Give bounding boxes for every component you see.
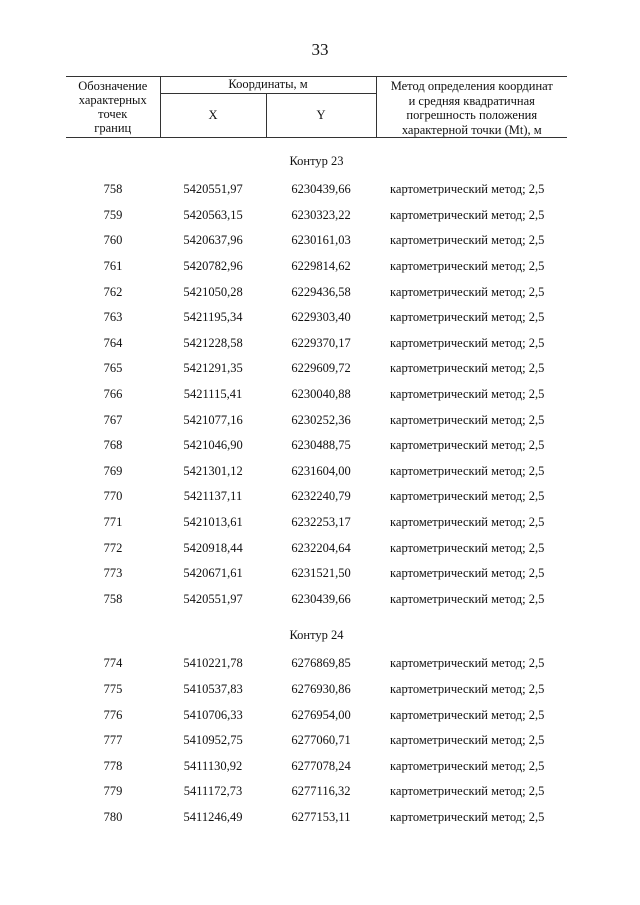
contour-title-row	[66, 138, 567, 178]
method-cell: картометрический метод; 2,5	[390, 284, 545, 299]
method-cell: картометрический метод; 2,5	[390, 707, 545, 722]
contour-title: Контур 23	[289, 153, 344, 168]
y-cell: 6230040,88	[291, 387, 351, 402]
table-row	[66, 459, 567, 485]
table-header	[66, 77, 567, 138]
point-cell: 770	[103, 489, 123, 504]
page-number: 33	[311, 40, 329, 59]
x-cell: 5421013,61	[183, 515, 243, 530]
header-y: Y	[266, 94, 376, 138]
y-cell: 6229436,58	[291, 284, 351, 299]
y-cell: 6277078,24	[291, 758, 351, 773]
header-method-line: погрешность положения	[406, 108, 538, 122]
method-cell: картометрический метод; 2,5	[390, 335, 545, 350]
table-row	[66, 382, 567, 408]
header-method-line: Метод определения координат	[390, 79, 553, 93]
y-cell: 6231521,50	[291, 566, 351, 581]
table-row	[66, 433, 567, 459]
x-cell: 5411246,49	[183, 809, 243, 824]
y-cell: 6229303,40	[291, 310, 351, 325]
table-row	[66, 510, 567, 536]
table-row	[66, 587, 567, 613]
x-cell: 5421301,12	[183, 463, 243, 478]
x-cell: 5421291,35	[183, 361, 243, 376]
method-cell: картометрический метод; 2,5	[390, 515, 545, 530]
point-cell: 773	[103, 566, 123, 581]
table-row	[66, 203, 567, 229]
y-cell: 6230439,66	[291, 182, 351, 197]
point-cell: 768	[103, 438, 123, 453]
header-coordinates: Координаты, м	[160, 77, 376, 94]
point-cell: 765	[103, 361, 123, 376]
x-cell: 5411172,73	[183, 784, 243, 799]
x-cell: 5410221,78	[183, 656, 243, 671]
point-cell: 758	[103, 182, 123, 197]
header-method-line: характерной точки (Mt), м	[401, 122, 542, 137]
header-point-designation	[66, 77, 160, 138]
y-cell: 6232204,64	[291, 540, 351, 555]
y-cell: 6277060,71	[291, 733, 351, 748]
method-cell: картометрический метод; 2,5	[390, 681, 545, 696]
point-cell: 780	[103, 809, 123, 824]
header-point-line: Обозначение	[78, 79, 148, 93]
x-cell: 5420918,44	[183, 540, 243, 555]
method-cell: картометрический метод; 2,5	[390, 784, 545, 799]
point-cell: 778	[103, 758, 123, 773]
method-cell: картометрический метод; 2,5	[390, 463, 545, 478]
table-row	[66, 177, 567, 203]
point-cell: 763	[103, 310, 123, 325]
point-cell: 771	[103, 515, 123, 530]
point-cell: 767	[103, 412, 123, 427]
table-row	[66, 305, 567, 331]
table-row	[66, 728, 567, 754]
x-cell: 5420782,96	[183, 259, 243, 274]
y-cell: 6230161,03	[291, 233, 351, 248]
coordinates-table	[66, 76, 567, 830]
x-cell: 5420563,15	[183, 207, 243, 222]
table-row	[66, 753, 567, 779]
table-row	[66, 407, 567, 433]
table-row	[66, 279, 567, 305]
x-cell: 5411130,92	[183, 758, 243, 773]
method-cell: картометрический метод; 2,5	[390, 310, 545, 325]
table-row	[66, 702, 567, 728]
y-cell: 6230323,22	[291, 207, 351, 222]
table-row	[66, 228, 567, 254]
x-cell: 5420637,96	[183, 233, 243, 248]
x-cell: 5421115,41	[183, 387, 243, 402]
method-cell: картометрический метод; 2,5	[390, 182, 545, 197]
method-cell: картометрический метод; 2,5	[390, 489, 545, 504]
contour-title: Контур 24	[289, 627, 344, 642]
point-cell: 758	[103, 591, 123, 606]
contour-title-row	[66, 612, 567, 651]
point-cell: 766	[103, 387, 123, 402]
table-row	[66, 805, 567, 831]
point-cell: 775	[103, 681, 123, 696]
point-cell: 764	[103, 335, 123, 350]
x-cell: 5410952,75	[183, 733, 243, 748]
x-cell: 5421046,90	[183, 438, 243, 453]
y-cell: 6277116,32	[291, 784, 351, 799]
point-cell: 779	[103, 784, 123, 799]
header-point-line: точек	[98, 107, 128, 121]
table-row	[66, 254, 567, 280]
point-cell: 769	[103, 463, 123, 478]
y-cell: 6276869,85	[291, 656, 351, 671]
y-cell: 6230439,66	[291, 591, 351, 606]
header-method	[376, 77, 567, 138]
x-cell: 5421195,34	[183, 310, 243, 325]
method-cell: картометрический метод; 2,5	[390, 387, 545, 402]
y-cell: 6230252,36	[291, 412, 351, 427]
header-x: X	[160, 94, 266, 138]
table-row	[66, 677, 567, 703]
header-point-line: характерных	[78, 93, 147, 107]
header-point-line: границ	[94, 121, 132, 135]
method-cell: картометрический метод; 2,5	[390, 733, 545, 748]
y-cell: 6229370,17	[291, 335, 351, 350]
method-cell: картометрический метод; 2,5	[390, 758, 545, 773]
method-cell: картометрический метод; 2,5	[390, 361, 545, 376]
method-cell: картометрический метод; 2,5	[390, 412, 545, 427]
point-cell: 760	[103, 233, 123, 248]
x-cell: 5420551,97	[183, 591, 243, 606]
x-cell: 5410706,33	[183, 707, 243, 722]
x-cell: 5421137,11	[183, 489, 243, 504]
method-cell: картометрический метод; 2,5	[390, 809, 545, 824]
method-cell: картометрический метод; 2,5	[390, 656, 545, 671]
y-cell: 6276954,00	[291, 707, 351, 722]
point-cell: 777	[103, 733, 123, 748]
y-cell: 6277153,11	[291, 809, 351, 824]
header-method-line: и средняя квадратичная	[408, 93, 535, 108]
point-cell: 762	[103, 284, 123, 299]
table-body	[66, 138, 567, 831]
point-cell: 761	[103, 259, 123, 274]
x-cell: 5420671,61	[183, 566, 243, 581]
table-row	[66, 331, 567, 357]
method-cell: картометрический метод; 2,5	[390, 259, 545, 274]
y-cell: 6231604,00	[291, 463, 351, 478]
table-row	[66, 535, 567, 561]
x-cell: 5421050,28	[183, 284, 243, 299]
point-cell: 774	[103, 656, 123, 671]
table-row	[66, 779, 567, 805]
method-cell: картометрический метод; 2,5	[390, 540, 545, 555]
table-row	[66, 561, 567, 587]
method-cell: картометрический метод; 2,5	[390, 207, 545, 222]
x-cell: 5421228,58	[183, 335, 243, 350]
method-cell: картометрический метод; 2,5	[390, 233, 545, 248]
table-row	[66, 356, 567, 382]
point-cell: 776	[103, 707, 123, 722]
method-cell: картометрический метод; 2,5	[390, 438, 545, 453]
y-cell: 6229814,62	[291, 259, 351, 274]
point-cell: 772	[103, 540, 123, 555]
x-cell: 5421077,16	[183, 412, 243, 427]
method-cell: картометрический метод; 2,5	[390, 591, 545, 606]
y-cell: 6230488,75	[291, 438, 351, 453]
y-cell: 6276930,86	[291, 681, 351, 696]
method-cell: картометрический метод; 2,5	[390, 566, 545, 581]
point-cell: 759	[103, 207, 123, 222]
table-row	[66, 484, 567, 510]
table-row	[66, 651, 567, 677]
y-cell: 6229609,72	[291, 361, 351, 376]
x-cell: 5410537,83	[183, 681, 243, 696]
x-cell: 5420551,97	[183, 182, 243, 197]
y-cell: 6232240,79	[291, 489, 351, 504]
y-cell: 6232253,17	[291, 515, 351, 530]
